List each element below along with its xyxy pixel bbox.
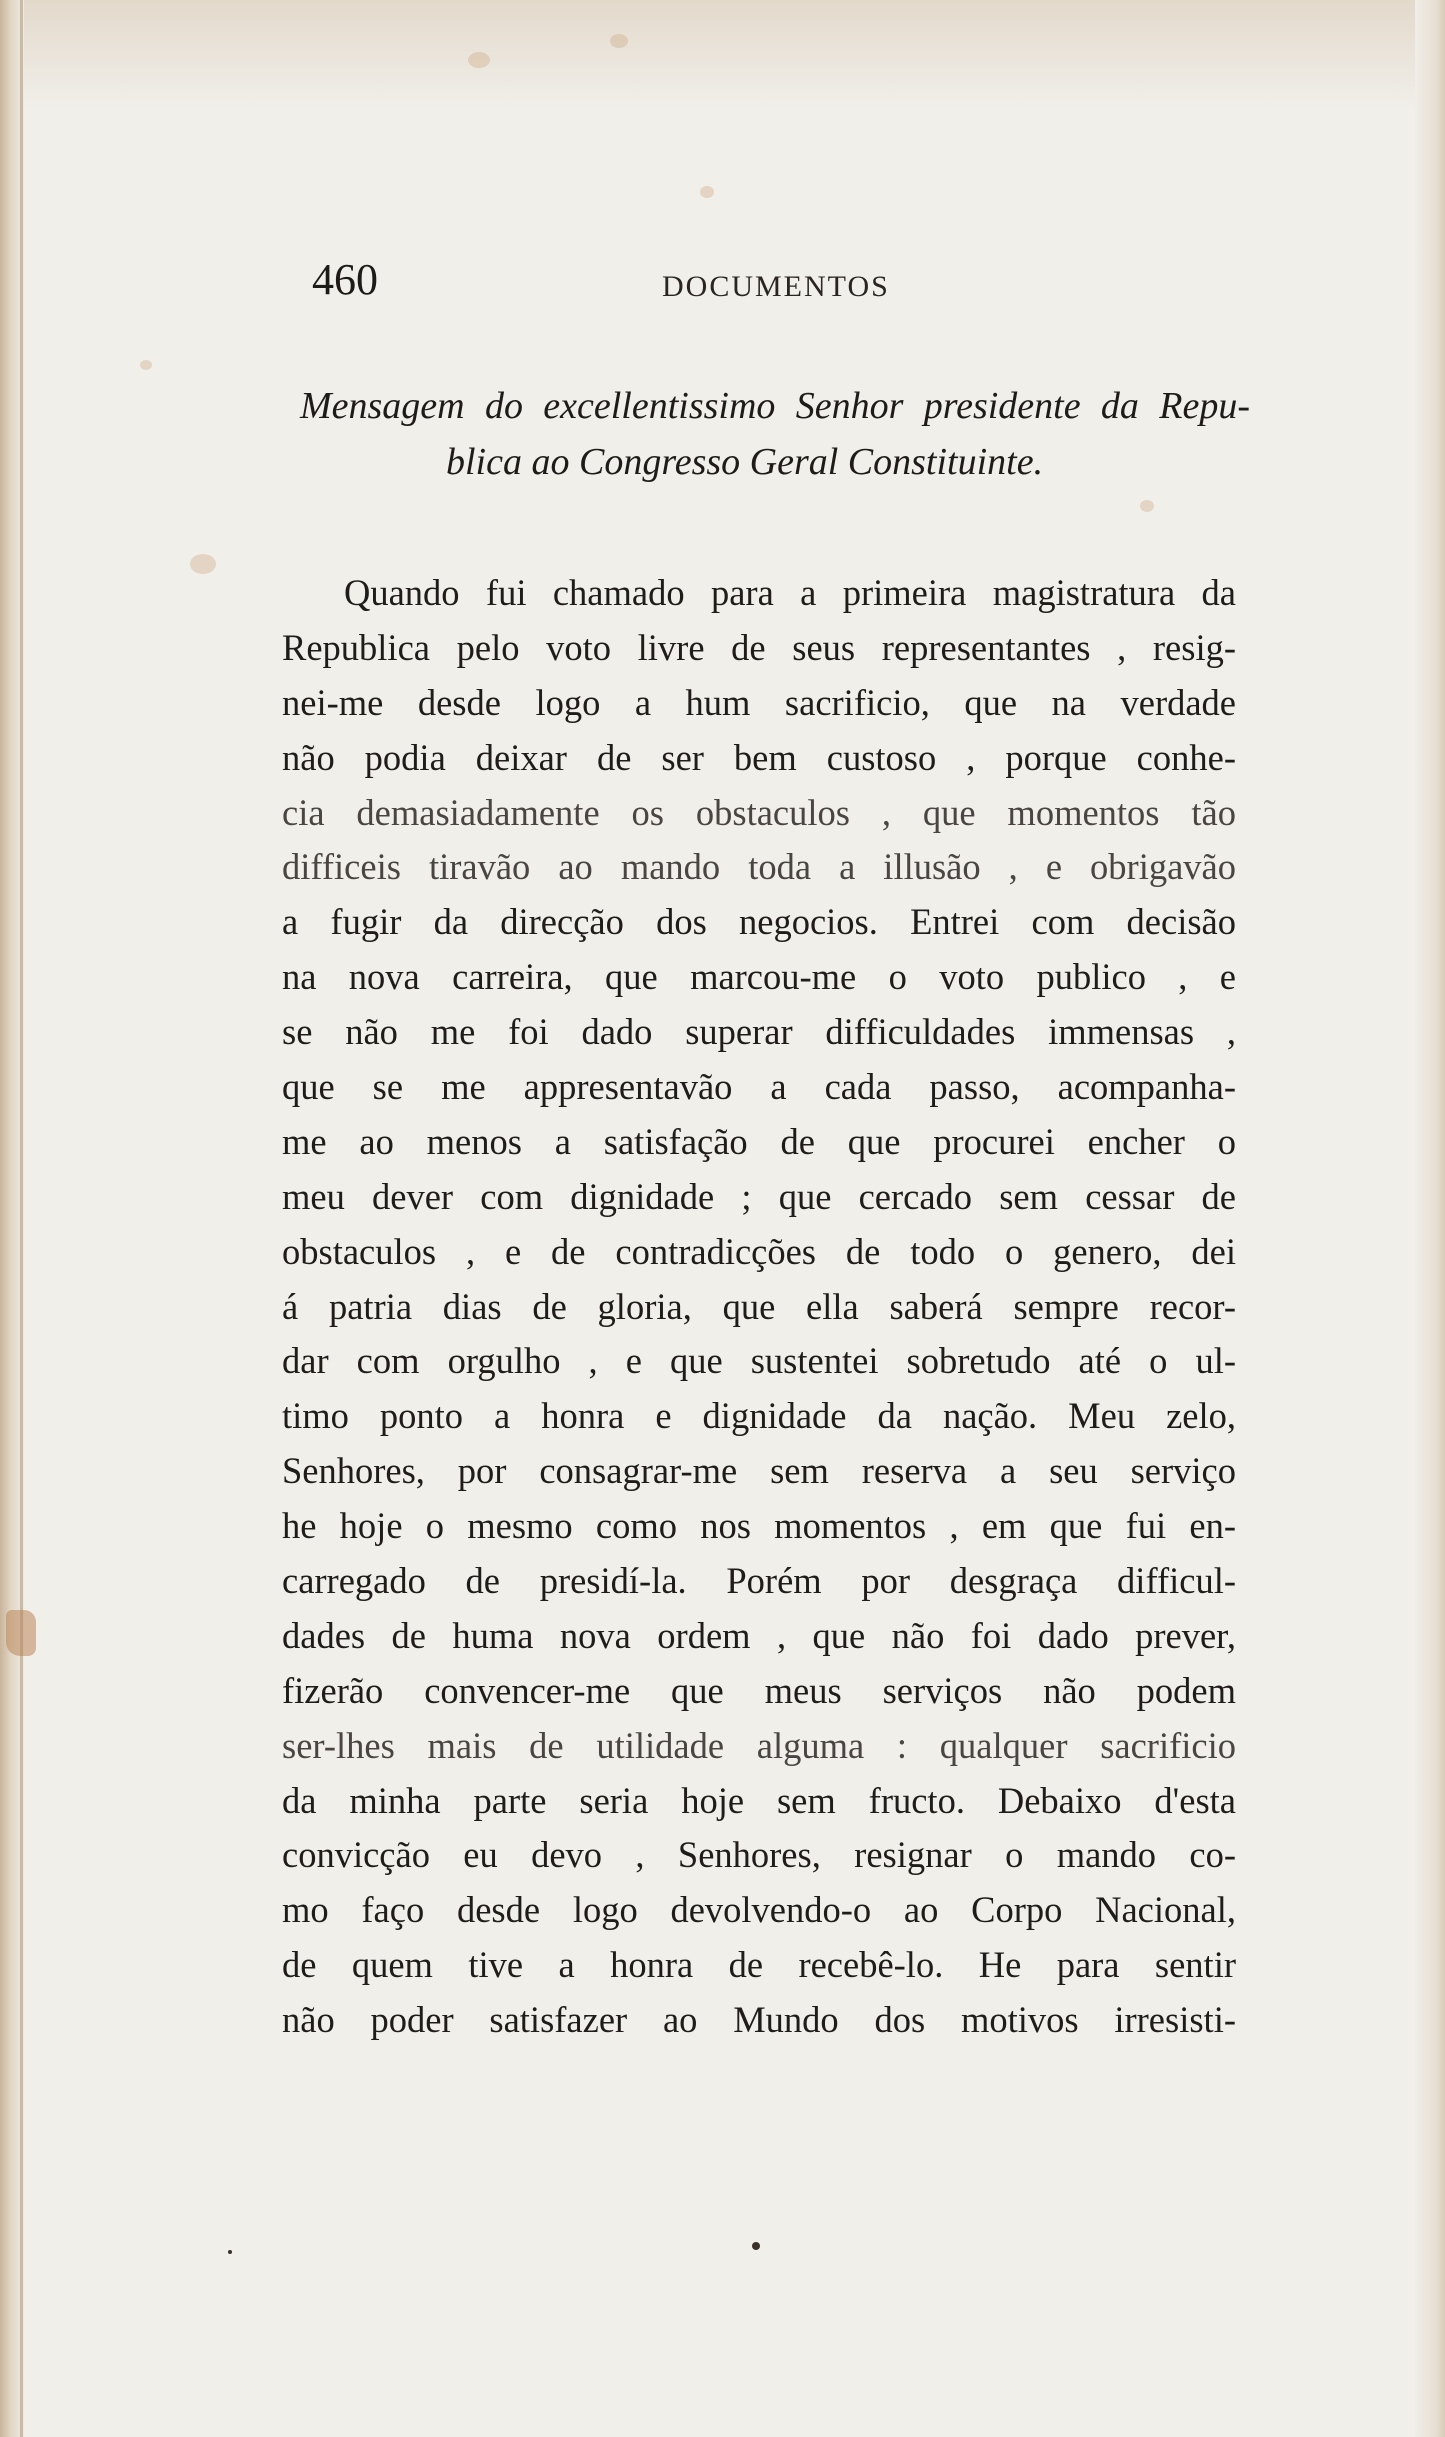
body-line: na nova carreira, que marcou-me o voto publico , e (282, 956, 1236, 998)
body-line: me ao menos a satisfação de que procurei encher o (282, 1120, 1236, 1162)
foxing-spot (468, 52, 490, 68)
body-line: que se me appresentavão a cada passo, acompanha- (282, 1066, 1236, 1108)
body-line: convicção eu devo , Senhores, resignar o mando co- (282, 1834, 1236, 1876)
body-line: nei-me desde logo a hum sacrificio, que na verdade (282, 681, 1236, 723)
body-line: meu dever com dignidade ; que cercado sem cessar de (282, 1175, 1236, 1217)
body-line: não poder satisfazer ao Mundo dos motivos irresisti- (282, 1999, 1236, 2041)
body-line: não podia deixar de ser bem custoso , porque conhe- (282, 736, 1236, 778)
body-line: de quem tive a honra de recebê-lo. He para sentir (282, 1944, 1236, 1986)
page-right-edge (1415, 0, 1445, 2437)
body-line: dar com orgulho , e que sustentei sobretudo até o ul- (282, 1340, 1236, 1382)
ink-speck (752, 2242, 760, 2250)
page-top-shading (0, 0, 1445, 110)
body-line: fizerão convencer-me que meus serviços não podem (282, 1669, 1236, 1711)
body-line: Republica pelo voto livre de seus representantes , resig- (282, 626, 1236, 668)
foxing-spot (1140, 500, 1154, 512)
page-number: 460 (312, 255, 378, 304)
body-line: Quando fui chamado para a primeira magistratura da (344, 572, 1236, 613)
body-line: obstaculos , e de contradicções de todo o genero, dei (282, 1230, 1236, 1272)
body-line: dades de huma nova ordem , que não foi dado prever, (282, 1614, 1236, 1656)
body-paragraph (282, 566, 1236, 2048)
body-line: Senhores, por consagrar-me sem reserva a seu serviço (282, 1450, 1236, 1492)
body-line: difficeis tiravão ao mando toda a illusão , e obrigavão (282, 846, 1236, 888)
running-head: DOCUMENTOS (662, 270, 890, 303)
body-line: se não me foi dado superar difficuldades immensas , (282, 1011, 1236, 1053)
body-line: cia demasiadamente os obstaculos , que momentos tão (282, 791, 1236, 833)
edge-stain (6, 1610, 36, 1656)
foxing-spot (190, 554, 216, 574)
body-line: mo faço desde logo devolvendo-o ao Corpo Nacional, (282, 1889, 1236, 1931)
body-line: he hoje o mesmo como nos momentos , em que fui en- (282, 1505, 1236, 1547)
ink-speck (228, 2250, 232, 2254)
body-line: carregado de presidí-la. Porém por desgraça difficul- (282, 1560, 1236, 1602)
foxing-spot (610, 34, 628, 48)
body-line: a fugir da direcção dos negocios. Entrei com decisão (282, 901, 1236, 943)
body-line: ser-lhes mais de utilidade alguma : qualquer sacrificio (282, 1724, 1236, 1766)
foxing-spot (140, 360, 152, 370)
body-line: á patria dias de gloria, que ella saberá sempre recor- (282, 1285, 1236, 1327)
foxing-spot (700, 186, 714, 198)
body-line: timo ponto a honra e dignidade da nação. Meu zelo, (282, 1395, 1236, 1437)
body-line: da minha parte seria hoje sem fructo. Debaixo d'esta (282, 1779, 1236, 1821)
title-line: blica ao Congresso Geral Constituinte. (446, 441, 1044, 483)
document-title (300, 378, 1250, 490)
title-line: Mensagem do excellentissimo Senhor presidente da Repu- (300, 385, 1250, 427)
binding-line (20, 0, 23, 2437)
